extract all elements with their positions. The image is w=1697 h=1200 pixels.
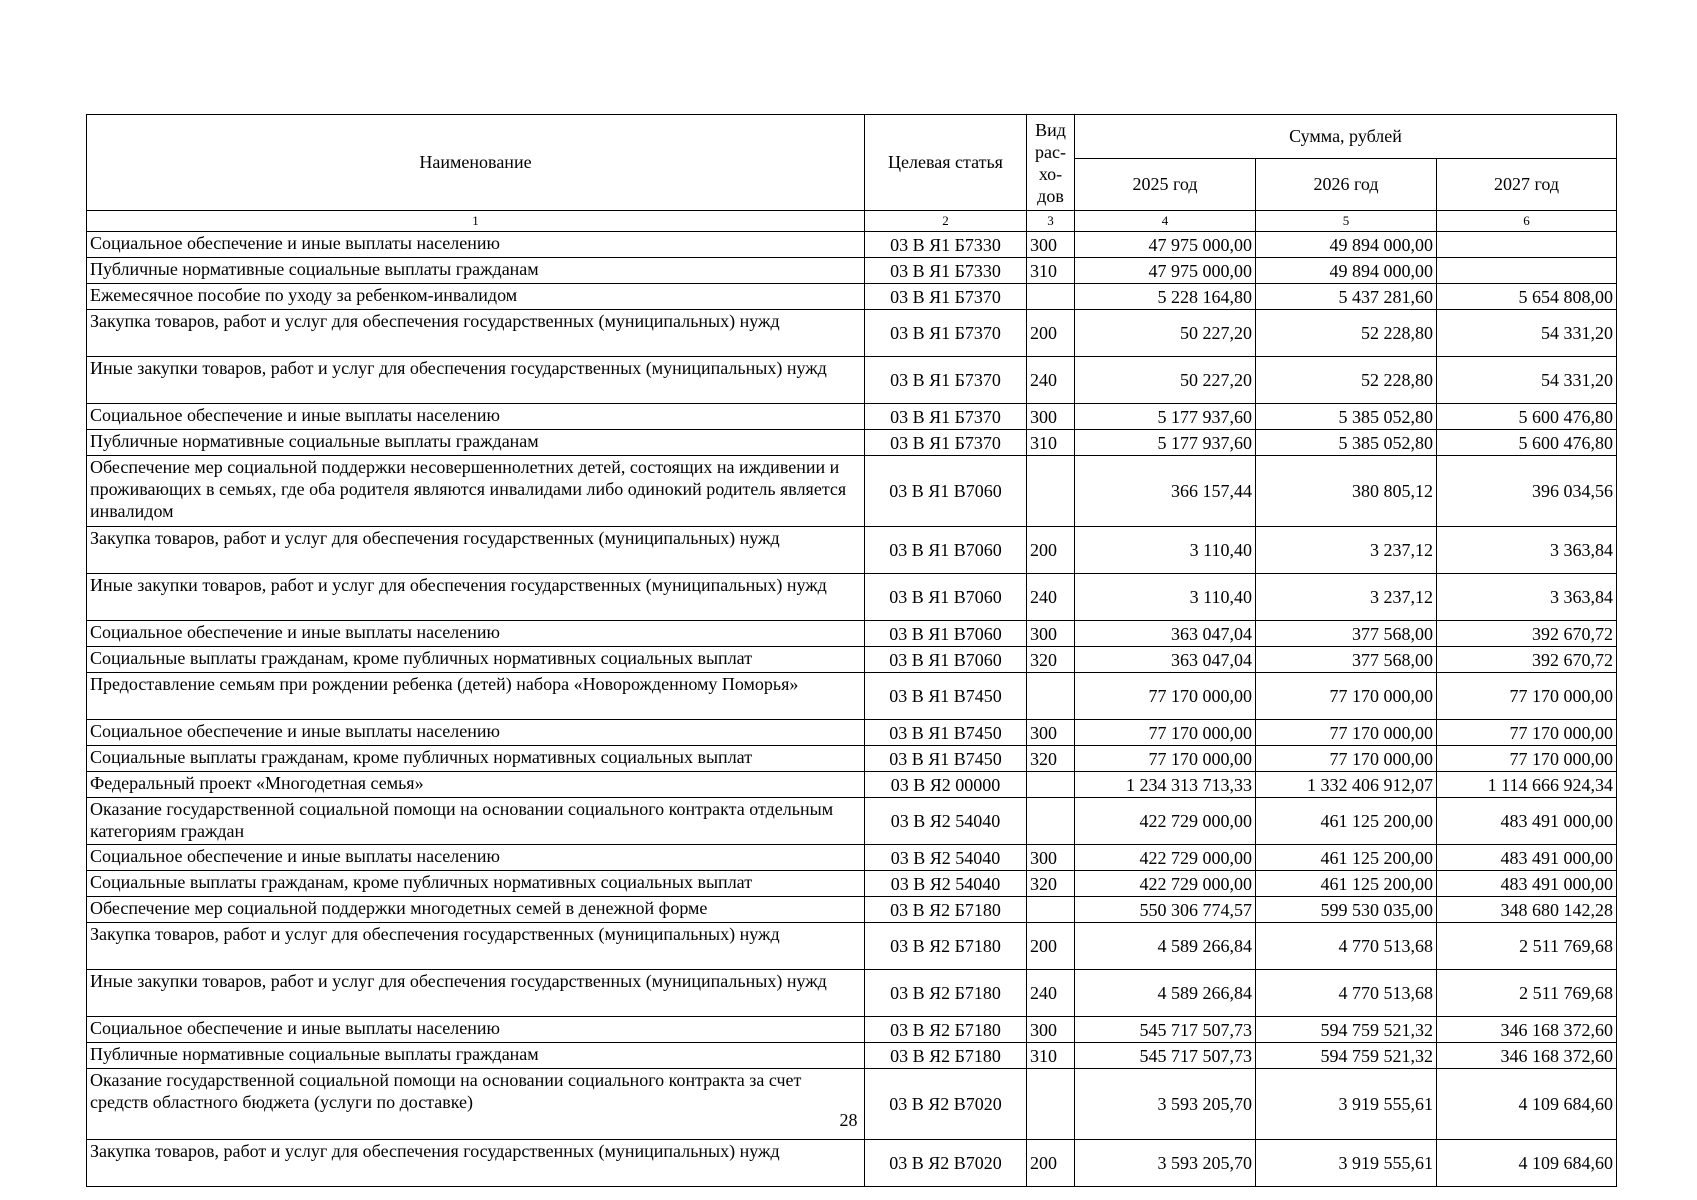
cell-expense-type: 200: [1027, 310, 1075, 357]
cell-sum-2027: [1437, 258, 1617, 284]
cell-name: Социальное обеспечение и иные выплаты населению: [87, 404, 865, 430]
cell-sum-2025: 5 177 937,60: [1075, 430, 1256, 456]
cell-name: Иные закупки товаров, работ и услуг для обеспечения государственных (муниципальных) нужд: [87, 357, 865, 404]
cell-sum-2025: 50 227,20: [1075, 310, 1256, 357]
cell-sum-2027: [1437, 232, 1617, 258]
table-row: [87, 357, 1617, 404]
header-article: Целевая статья: [865, 115, 1027, 211]
cell-sum-2027: 4 109 684,60: [1437, 1140, 1617, 1187]
header-year-2027: 2027 год: [1437, 159, 1617, 211]
cell-sum-2025: 422 729 000,00: [1075, 798, 1256, 845]
cell-target-article: 03 В Я2 В7020: [865, 1069, 1027, 1140]
cell-sum-2026: 594 759 521,32: [1256, 1043, 1437, 1069]
cell-name: Оказание государственной социальной помощи на основании социального контракта отдельным категориям граждан: [87, 798, 865, 845]
column-number-row: [87, 211, 1617, 232]
header-vid: Вид рас- хо- дов: [1027, 115, 1075, 211]
table-body: [87, 232, 1617, 1187]
table-row: [87, 1140, 1617, 1187]
table-row: [87, 258, 1617, 284]
cell-sum-2027: 54 331,20: [1437, 357, 1617, 404]
cell-sum-2025: 550 306 774,57: [1075, 897, 1256, 923]
cell-expense-type: 310: [1027, 430, 1075, 456]
cell-target-article: 03 В Я2 54040: [865, 798, 1027, 845]
table-row: [87, 746, 1617, 772]
cell-name: Обеспечение мер социальной поддержки многодетных семей в денежной форме: [87, 897, 865, 923]
cell-sum-2027: 3 363,84: [1437, 574, 1617, 621]
cell-sum-2026: 3 919 555,61: [1256, 1069, 1437, 1140]
cell-name: Социальное обеспечение и иные выплаты населению: [87, 1017, 865, 1043]
cell-expense-type: [1027, 456, 1075, 527]
cell-name: Иные закупки товаров, работ и услуг для обеспечения государственных (муниципальных) нужд: [87, 970, 865, 1017]
cell-sum-2027: 2 511 769,68: [1437, 970, 1617, 1017]
cell-sum-2026: 77 170 000,00: [1256, 746, 1437, 772]
cell-target-article: 03 В Я1 Б7370: [865, 404, 1027, 430]
table-row: [87, 621, 1617, 647]
table-row: [87, 310, 1617, 357]
cell-sum-2025: 77 170 000,00: [1075, 746, 1256, 772]
column-number: 4: [1075, 211, 1256, 232]
cell-sum-2027: 5 600 476,80: [1437, 430, 1617, 456]
cell-name: Социальное обеспечение и иные выплаты населению: [87, 845, 865, 871]
cell-name: Закупка товаров, работ и услуг для обеспечения государственных (муниципальных) нужд: [87, 1140, 865, 1187]
cell-target-article: 03 В Я1 Б7330: [865, 232, 1027, 258]
cell-target-article: 03 В Я1 Б7370: [865, 310, 1027, 357]
cell-expense-type: [1027, 897, 1075, 923]
cell-name: Обеспечение мер социальной поддержки несовершеннолетних детей, состоящих на иждивении и проживающих в семьях, где оба родителя являются инвалидами либо одинокий родитель является инвалидом: [87, 456, 865, 527]
cell-sum-2027: 392 670,72: [1437, 621, 1617, 647]
cell-name: Предоставление семьям при рождении ребенка (детей) набора «Новорожденному Поморья»: [87, 673, 865, 720]
table-row: [87, 772, 1617, 798]
cell-sum-2027: 5 654 808,00: [1437, 284, 1617, 310]
cell-target-article: 03 В Я2 Б7180: [865, 970, 1027, 1017]
cell-expense-type: 320: [1027, 871, 1075, 897]
cell-sum-2025: 77 170 000,00: [1075, 673, 1256, 720]
cell-expense-type: 300: [1027, 1017, 1075, 1043]
cell-sum-2027: 77 170 000,00: [1437, 720, 1617, 746]
table-row: [87, 673, 1617, 720]
table-row: [87, 404, 1617, 430]
table-row: [87, 897, 1617, 923]
cell-expense-type: 300: [1027, 845, 1075, 871]
cell-sum-2026: 5 385 052,80: [1256, 430, 1437, 456]
cell-name: Федеральный проект «Многодетная семья»: [87, 772, 865, 798]
cell-target-article: 03 В Я1 В7060: [865, 527, 1027, 574]
header-year-2026: 2026 год: [1256, 159, 1437, 211]
column-number: 2: [865, 211, 1027, 232]
cell-name: Социальное обеспечение и иные выплаты населению: [87, 232, 865, 258]
cell-sum-2027: 3 363,84: [1437, 527, 1617, 574]
cell-sum-2027: 2 511 769,68: [1437, 923, 1617, 970]
cell-sum-2025: 545 717 507,73: [1075, 1043, 1256, 1069]
cell-target-article: 03 В Я2 Б7180: [865, 1043, 1027, 1069]
cell-target-article: 03 В Я1 Б7330: [865, 258, 1027, 284]
cell-expense-type: [1027, 798, 1075, 845]
cell-target-article: 03 В Я2 00000: [865, 772, 1027, 798]
cell-sum-2026: 461 125 200,00: [1256, 798, 1437, 845]
cell-target-article: 03 В Я2 Б7180: [865, 1017, 1027, 1043]
cell-sum-2027: 483 491 000,00: [1437, 871, 1617, 897]
cell-name: Иные закупки товаров, работ и услуг для обеспечения государственных (муниципальных) нужд: [87, 574, 865, 621]
cell-sum-2025: 77 170 000,00: [1075, 720, 1256, 746]
cell-target-article: 03 В Я1 В7450: [865, 720, 1027, 746]
cell-target-article: 03 В Я1 В7450: [865, 746, 1027, 772]
cell-expense-type: 320: [1027, 746, 1075, 772]
table-row: [87, 647, 1617, 673]
cell-sum-2026: 3 919 555,61: [1256, 1140, 1437, 1187]
cell-sum-2025: 422 729 000,00: [1075, 871, 1256, 897]
cell-target-article: 03 В Я2 В7020: [865, 1140, 1027, 1187]
cell-name: Закупка товаров, работ и услуг для обеспечения государственных (муниципальных) нужд: [87, 527, 865, 574]
cell-target-article: 03 В Я2 Б7180: [865, 897, 1027, 923]
cell-sum-2027: 348 680 142,28: [1437, 897, 1617, 923]
cell-expense-type: [1027, 673, 1075, 720]
cell-name: Закупка товаров, работ и услуг для обеспечения государственных (муниципальных) нужд: [87, 923, 865, 970]
table-row: [87, 720, 1617, 746]
cell-sum-2026: 377 568,00: [1256, 647, 1437, 673]
page-number: 28: [839, 1110, 858, 1130]
table-row: [87, 1043, 1617, 1069]
cell-sum-2025: 47 975 000,00: [1075, 232, 1256, 258]
cell-sum-2026: 49 894 000,00: [1256, 258, 1437, 284]
table-row: [87, 232, 1617, 258]
cell-sum-2026: 461 125 200,00: [1256, 845, 1437, 871]
cell-sum-2025: 47 975 000,00: [1075, 258, 1256, 284]
cell-sum-2027: 5 600 476,80: [1437, 404, 1617, 430]
cell-expense-type: 240: [1027, 970, 1075, 1017]
cell-expense-type: 310: [1027, 258, 1075, 284]
cell-sum-2026: 5 437 281,60: [1256, 284, 1437, 310]
cell-sum-2026: 594 759 521,32: [1256, 1017, 1437, 1043]
cell-sum-2025: 422 729 000,00: [1075, 845, 1256, 871]
cell-sum-2026: 52 228,80: [1256, 310, 1437, 357]
cell-target-article: 03 В Я1 Б7370: [865, 430, 1027, 456]
cell-name: Оказание государственной социальной помощи на основании социального контракта за счет средств областного бюджета (услуги по доставке): [87, 1069, 865, 1140]
cell-sum-2027: 483 491 000,00: [1437, 845, 1617, 871]
table-row: [87, 574, 1617, 621]
column-number: 5: [1256, 211, 1437, 232]
cell-sum-2025: 545 717 507,73: [1075, 1017, 1256, 1043]
cell-sum-2025: 3 593 205,70: [1075, 1069, 1256, 1140]
cell-sum-2026: 4 770 513,68: [1256, 970, 1437, 1017]
cell-sum-2025: 50 227,20: [1075, 357, 1256, 404]
cell-expense-type: 240: [1027, 574, 1075, 621]
cell-name: Публичные нормативные социальные выплаты гражданам: [87, 1043, 865, 1069]
cell-sum-2027: 77 170 000,00: [1437, 746, 1617, 772]
cell-sum-2027: 346 168 372,60: [1437, 1017, 1617, 1043]
cell-expense-type: [1027, 772, 1075, 798]
cell-sum-2027: 54 331,20: [1437, 310, 1617, 357]
cell-name: Социальные выплаты гражданам, кроме публичных нормативных социальных выплат: [87, 871, 865, 897]
cell-sum-2025: 363 047,04: [1075, 621, 1256, 647]
table-row: [87, 923, 1617, 970]
cell-sum-2026: 1 332 406 912,07: [1256, 772, 1437, 798]
cell-expense-type: 300: [1027, 720, 1075, 746]
cell-sum-2025: 4 589 266,84: [1075, 970, 1256, 1017]
cell-name: Закупка товаров, работ и услуг для обеспечения государственных (муниципальных) нужд: [87, 310, 865, 357]
cell-sum-2026: 599 530 035,00: [1256, 897, 1437, 923]
header-sum: Сумма, рублей: [1075, 115, 1617, 159]
cell-sum-2027: 1 114 666 924,34: [1437, 772, 1617, 798]
cell-sum-2025: 3 110,40: [1075, 574, 1256, 621]
table-row: [87, 970, 1617, 1017]
cell-target-article: 03 В Я1 В7060: [865, 574, 1027, 621]
cell-name: Социальные выплаты гражданам, кроме публичных нормативных социальных выплат: [87, 647, 865, 673]
cell-sum-2027: 346 168 372,60: [1437, 1043, 1617, 1069]
table-row: [87, 1017, 1617, 1043]
cell-expense-type: 200: [1027, 527, 1075, 574]
table-row: [87, 527, 1617, 574]
cell-sum-2025: 1 234 313 713,33: [1075, 772, 1256, 798]
cell-sum-2025: 4 589 266,84: [1075, 923, 1256, 970]
table-row: [87, 798, 1617, 845]
cell-sum-2027: 483 491 000,00: [1437, 798, 1617, 845]
cell-sum-2026: 4 770 513,68: [1256, 923, 1437, 970]
cell-sum-2027: 396 034,56: [1437, 456, 1617, 527]
budget-table: [86, 114, 1617, 1187]
cell-sum-2026: 461 125 200,00: [1256, 871, 1437, 897]
cell-expense-type: 300: [1027, 232, 1075, 258]
cell-sum-2027: 77 170 000,00: [1437, 673, 1617, 720]
column-number: 1: [87, 211, 865, 232]
cell-sum-2026: 52 228,80: [1256, 357, 1437, 404]
cell-target-article: 03 В Я1 Б7370: [865, 284, 1027, 310]
cell-target-article: 03 В Я2 54040: [865, 871, 1027, 897]
cell-sum-2026: 77 170 000,00: [1256, 720, 1437, 746]
cell-expense-type: 310: [1027, 1043, 1075, 1069]
cell-name: Публичные нормативные социальные выплаты гражданам: [87, 430, 865, 456]
table-row: [87, 871, 1617, 897]
cell-name: Социальные выплаты гражданам, кроме публичных нормативных социальных выплат: [87, 746, 865, 772]
header-name: Наименование: [87, 115, 865, 211]
cell-name: Публичные нормативные социальные выплаты гражданам: [87, 258, 865, 284]
column-number: 3: [1027, 211, 1075, 232]
cell-expense-type: 300: [1027, 621, 1075, 647]
cell-target-article: 03 В Я1 В7060: [865, 621, 1027, 647]
table-row: [87, 845, 1617, 871]
cell-sum-2025: 3 593 205,70: [1075, 1140, 1256, 1187]
table-row: [87, 284, 1617, 310]
cell-sum-2025: 5 177 937,60: [1075, 404, 1256, 430]
cell-target-article: 03 В Я1 В7060: [865, 456, 1027, 527]
cell-target-article: 03 В Я1 В7060: [865, 647, 1027, 673]
cell-sum-2026: 49 894 000,00: [1256, 232, 1437, 258]
cell-sum-2026: 377 568,00: [1256, 621, 1437, 647]
cell-sum-2026: 5 385 052,80: [1256, 404, 1437, 430]
cell-sum-2025: 5 228 164,80: [1075, 284, 1256, 310]
table-row: [87, 430, 1617, 456]
table-row: [87, 456, 1617, 527]
cell-sum-2027: 4 109 684,60: [1437, 1069, 1617, 1140]
cell-expense-type: 320: [1027, 647, 1075, 673]
cell-sum-2025: 3 110,40: [1075, 527, 1256, 574]
cell-expense-type: 200: [1027, 923, 1075, 970]
cell-sum-2026: 77 170 000,00: [1256, 673, 1437, 720]
column-number: 6: [1437, 211, 1617, 232]
cell-sum-2026: 3 237,12: [1256, 527, 1437, 574]
cell-target-article: 03 В Я2 Б7180: [865, 923, 1027, 970]
cell-sum-2026: 3 237,12: [1256, 574, 1437, 621]
cell-expense-type: 200: [1027, 1140, 1075, 1187]
table-header: [87, 115, 1617, 232]
cell-sum-2025: 363 047,04: [1075, 647, 1256, 673]
cell-target-article: 03 В Я2 54040: [865, 845, 1027, 871]
cell-name: Социальное обеспечение и иные выплаты населению: [87, 720, 865, 746]
cell-target-article: 03 В Я1 Б7370: [865, 357, 1027, 404]
cell-name: Социальное обеспечение и иные выплаты населению: [87, 621, 865, 647]
cell-sum-2025: 366 157,44: [1075, 456, 1256, 527]
header-year-2025: 2025 год: [1075, 159, 1256, 211]
cell-expense-type: [1027, 284, 1075, 310]
cell-expense-type: 300: [1027, 404, 1075, 430]
cell-target-article: 03 В Я1 В7450: [865, 673, 1027, 720]
cell-name: Ежемесячное пособие по уходу за ребенком-инвалидом: [87, 284, 865, 310]
cell-expense-type: 240: [1027, 357, 1075, 404]
cell-sum-2026: 380 805,12: [1256, 456, 1437, 527]
cell-sum-2027: 392 670,72: [1437, 647, 1617, 673]
